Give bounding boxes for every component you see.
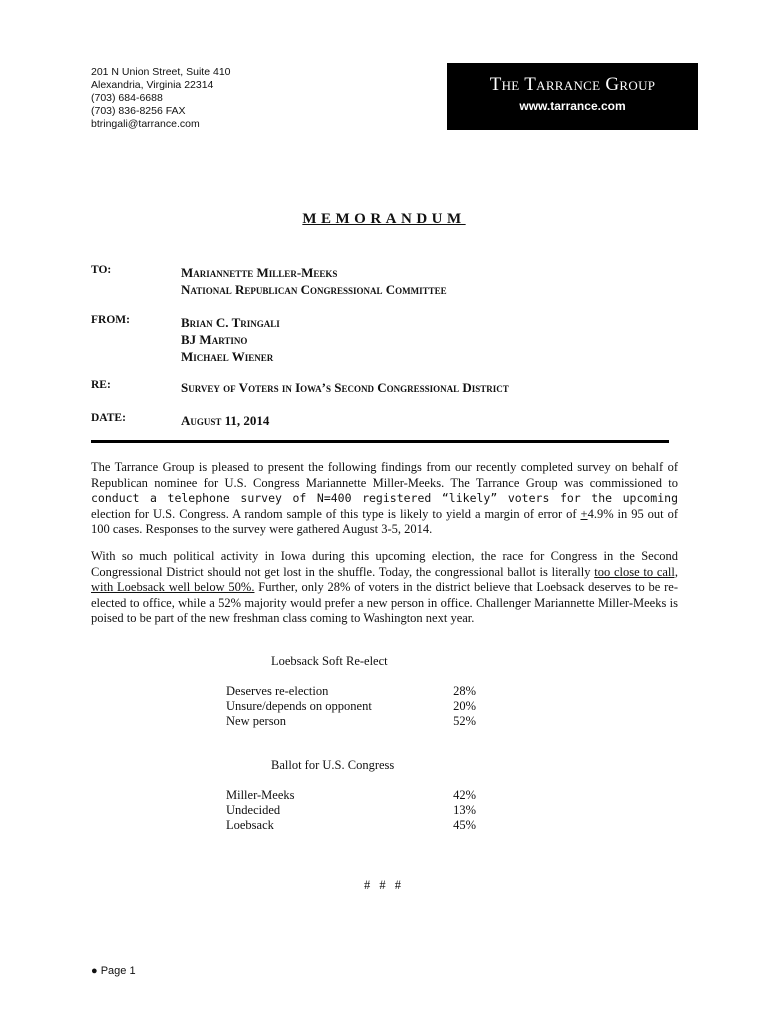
paragraph-intro: The Tarrance Group is pleased to present the following findings from our recently completed survey on behalf of Republican nominee for U.S. Congress Mariannette Miller-Meeks. The Tarrance Group was commissioned to conduct a telephone survey of N=400 registered “likely” voters for the upcoming election for U.S. Congress. A random sample of this type is likely to yield a margin of error of +4.9% in 95 out of 100 cases. Responses to the survey were gathered August 3-5, 2014.: [91, 460, 678, 536]
bullet-icon: ●: [91, 965, 98, 977]
header-divider: [91, 440, 669, 443]
from-line: Michael Wiener: [181, 349, 274, 364]
table-row: New person 52%: [226, 714, 476, 728]
to-line: Mariannette Miller-Meeks: [181, 265, 338, 280]
logo-website: www.tarrance.com: [519, 99, 626, 113]
address-fax: (703) 836-8256 FAX: [91, 105, 186, 117]
sender-address: [91, 66, 231, 131]
from-label: FROM:: [91, 314, 130, 326]
address-city: Alexandria, Virginia 22314: [91, 79, 214, 91]
re-subject: Survey of Voters in Iowa’s Second Congressional District: [181, 380, 509, 395]
address-phone: (703) 684-6688: [91, 92, 163, 104]
address-email: btringali@tarrance.com: [91, 118, 200, 130]
from-line: Brian C. Tringali: [181, 315, 280, 330]
table-row: Loebsack 45%: [226, 818, 476, 832]
table-title-reelect: Loebsack Soft Re-elect: [271, 654, 388, 668]
underlined-phrase: too close to call, with Loebsack well below 50%.: [91, 564, 679, 594]
re-label: RE:: [91, 379, 111, 391]
date-label: DATE:: [91, 412, 126, 424]
to-recipients: [181, 264, 447, 298]
from-line: BJ Martino: [181, 332, 248, 347]
company-logo: [447, 63, 698, 130]
from-senders: [181, 314, 280, 365]
end-mark: # # #: [364, 878, 404, 892]
table-row: Miller-Meeks 42%: [226, 788, 476, 802]
table-row: Undecided 13%: [226, 803, 476, 817]
memo-date: August 11, 2014: [181, 413, 270, 428]
plus-minus-sign: +: [580, 506, 588, 521]
mono-phrase: conduct a telephone survey of N=400 registered “likely” voters for the upcoming: [91, 491, 678, 505]
page-number: Page 1: [100, 965, 136, 977]
paragraph-findings: With so much political activity in Iowa during this upcoming election, the race for Congress in the Second Congressional District should not get lost in the shuffle. Today, the congressional ballot is literally too close to call, with Loebsack well below 50%. Further, only 28% of voters in the district believe that Loebsack deserves to be re-elected to office, while a 52% majority would prefer a new person in office. Challenger Mariannette Miller-Meeks is poised to be part of the new freshman class coming to Washington next year.: [91, 549, 679, 625]
table-title-ballot: Ballot for U.S. Congress: [271, 758, 395, 772]
table-row: Unsure/depends on opponent 20%: [226, 699, 476, 713]
logo-name: The Tarrance Group: [489, 74, 656, 95]
address-street: 201 N Union Street, Suite 410: [91, 66, 231, 78]
table-row: Deserves re-election 28%: [226, 684, 476, 698]
to-line: National Republican Congressional Committee: [181, 282, 447, 297]
memo-title: MEMORANDUM: [302, 211, 466, 227]
page-footer: [91, 965, 136, 977]
to-label: TO:: [91, 264, 112, 276]
